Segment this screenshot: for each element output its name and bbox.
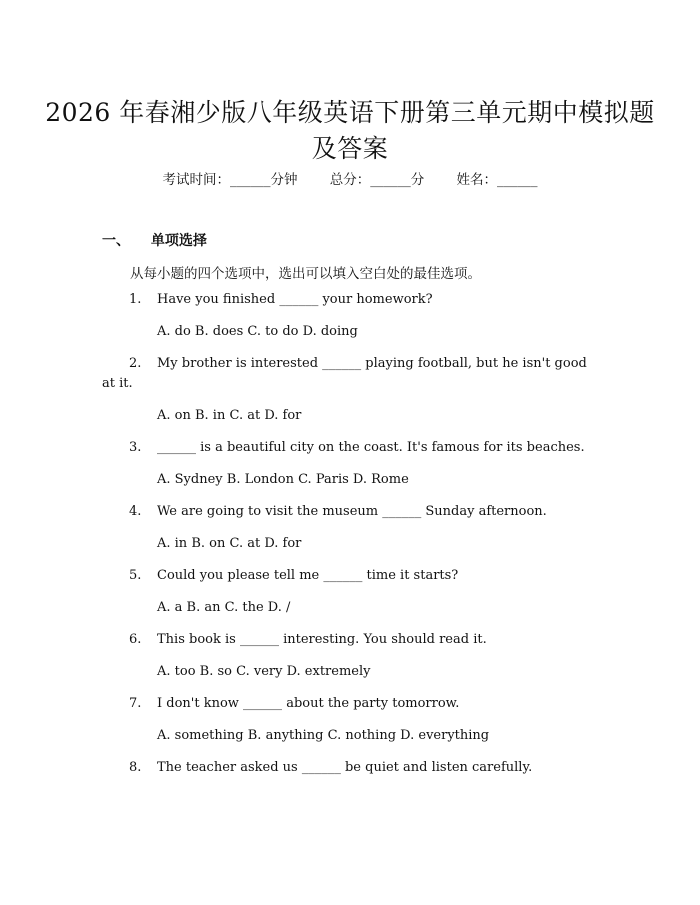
question-options: A. on B. in C. at D. for bbox=[157, 408, 302, 423]
question-number: 7. bbox=[129, 696, 142, 711]
question-text: 3. ______ is a beautiful city on the coast. It's famous for its beaches. bbox=[102, 438, 592, 458]
question-number: 8. bbox=[129, 760, 142, 775]
question-options: A. do B. does C. to do D. doing bbox=[157, 324, 358, 339]
question-text: 6. This book is ______ interesting. You should read it. bbox=[102, 630, 592, 650]
question-options: A. in B. on C. at D. for bbox=[157, 536, 302, 551]
question-item bbox=[102, 354, 592, 426]
question-number: 6. bbox=[129, 632, 142, 647]
question-number: 1. bbox=[129, 292, 142, 307]
question-options: A. Sydney B. London C. Paris D. Rome bbox=[157, 472, 409, 487]
question-text: 1. Have you finished ______ your homework? bbox=[102, 290, 592, 310]
question-number: 4. bbox=[129, 504, 142, 519]
question-options: A. something B. anything C. nothing D. everything bbox=[157, 728, 490, 743]
student-name-field: 姓名：______ bbox=[456, 172, 538, 188]
question-item bbox=[102, 758, 592, 778]
question-text: 7. I don't know ______ about the party tomorrow. bbox=[102, 694, 592, 714]
question-text: 5. Could you please tell me ______ time it starts? bbox=[102, 566, 592, 586]
exam-time-field: 考试时间：______分钟 bbox=[162, 172, 298, 188]
section-number: 一、 bbox=[102, 233, 130, 249]
section-instruction: 从每小题的四个选项中，选出可以填入空白处的最佳选项。 bbox=[130, 266, 481, 282]
page-title: 2026 年春湘少版八年级英语下册第三单元期中模拟题及答案 bbox=[45, 97, 655, 163]
section-heading bbox=[102, 230, 207, 250]
question-item bbox=[102, 694, 592, 746]
question-text: 4. We are going to visit the museum ______ Sunday afternoon. bbox=[102, 502, 592, 522]
question-item bbox=[102, 566, 592, 618]
section-title: 单项选择 bbox=[150, 233, 207, 249]
question-item bbox=[102, 502, 592, 554]
question-item bbox=[102, 290, 592, 342]
exam-info bbox=[0, 168, 700, 188]
total-score-field: 总分：______分 bbox=[329, 172, 425, 188]
question-options: A. a B. an C. the D. / bbox=[157, 600, 291, 615]
question-item bbox=[102, 630, 592, 682]
question-text: 2. My brother is interested ______ playing football, but he isn't good at it. bbox=[102, 356, 587, 391]
question-list bbox=[102, 290, 592, 778]
question-text: 8. The teacher asked us ______ be quiet and listen carefully. bbox=[102, 758, 592, 778]
question-options: A. too B. so C. very D. extremely bbox=[157, 664, 371, 679]
question-number: 3. bbox=[129, 440, 142, 455]
question-item bbox=[102, 438, 592, 490]
question-number: 5. bbox=[129, 568, 142, 583]
question-number: 2. bbox=[129, 356, 142, 371]
